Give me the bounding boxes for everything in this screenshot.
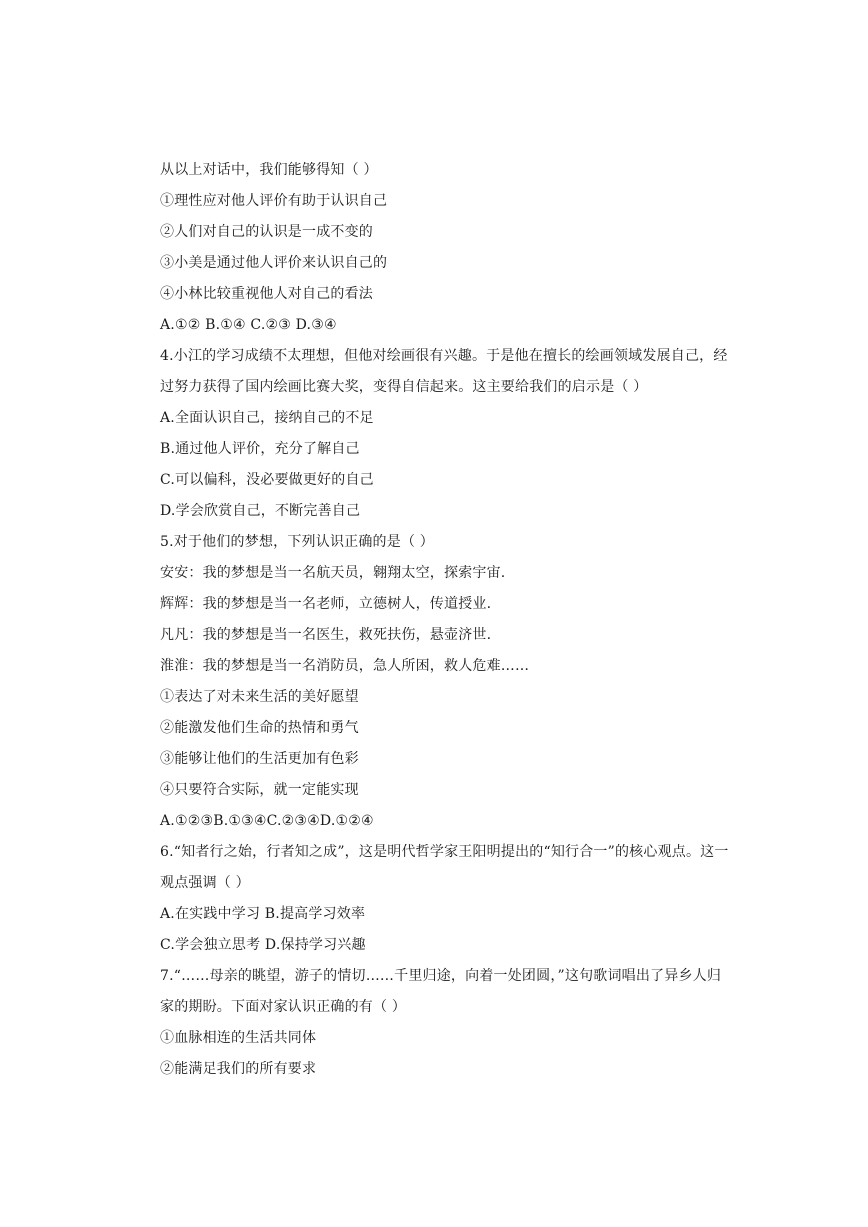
q6-stem-line-1: 6.“知者行之始，行者知之成”，这是明代哲学家王阳明提出的“知行合一”的核心观点。这一: [160, 844, 729, 860]
q3-statement-2: ②人们对自己的认识是一成不变的: [160, 224, 373, 240]
q4-option-a: A.全面认识自己，接纳自己的不足: [160, 410, 374, 426]
q4-option-c: C.可以偏科，没必要做更好的自己: [160, 472, 374, 488]
q5-dialogue-3: 凡凡：我的梦想是当一名医生，救死扶伤，悬壶济世.: [160, 627, 492, 643]
question-content: [160, 155, 729, 1085]
q5-options: A.①②③B.①③④C.②③④D.①②④: [160, 813, 374, 829]
q6-options-ab: A.在实践中学习 B.提高学习效率: [160, 906, 366, 922]
q4-stem-line-2: 过努力获得了国内绘画比赛大奖，变得自信起来。这主要给我们的启示是（ ）: [160, 379, 648, 395]
q3-statement-1: ①理性应对他人评价有助于认识自己: [160, 193, 388, 209]
q3-options: A.①② B.①④ C.②③ D.③④: [160, 317, 337, 333]
q5-statement-2: ②能激发他们生命的热情和勇气: [160, 720, 359, 736]
q7-statement-1: ①血脉相连的生活共同体: [160, 1030, 317, 1046]
q5-dialogue-1: 安安：我的梦想是当一名航天员，翱翔太空，探索宇宙.: [160, 565, 506, 581]
q5-statement-1: ①表达了对未来生活的美好愿望: [160, 689, 359, 705]
q7-stem-line-2: 家的期盼。下面对家认识正确的有（ ）: [160, 999, 407, 1015]
q5-stem: 5.对于他们的梦想，下列认识正确的是（ ）: [160, 534, 435, 550]
q3-stem-text: 从以上对话中，我们能够得知（ ）: [160, 162, 378, 178]
q5-dialogue-4: 淮淮：我的梦想是当一名消防员，急人所困，救人危难……: [160, 658, 530, 674]
q7-statement-2: ②能满足我们的所有要求: [160, 1061, 317, 1077]
q4-option-b: B.通过他人评价，充分了解自己: [160, 441, 360, 457]
q6-stem-line-2: 观点强调（ ）: [160, 875, 250, 891]
q4-option-d: D.学会欣赏自己，不断完善自己: [160, 503, 361, 519]
q3-statement-3: ③小美是通过他人评价来认识自己的: [160, 255, 388, 271]
q5-statement-3: ③能够让他们的生活更加有色彩: [160, 751, 359, 767]
q3-statement-4: ④小林比较重视他人对自己的看法: [160, 286, 373, 302]
q5-dialogue-2: 辉辉：我的梦想是当一名老师，立德树人，传道授业.: [160, 596, 492, 612]
q4-stem-line-1: 4.小江的学习成绩不太理想，但他对绘画很有兴趣。于是他在擅长的绘画领域发展自己，经: [160, 348, 728, 364]
q7-stem-line-1: 7.“……母亲的眺望，游子的情切……千里归途，向着一处团圆，”这句歌词唱出了异乡人归: [160, 968, 722, 984]
q5-statement-4: ④只要符合实际，就一定能实现: [160, 782, 359, 798]
q6-options-cd: C.学会独立思考 D.保持学习兴趣: [160, 937, 366, 953]
